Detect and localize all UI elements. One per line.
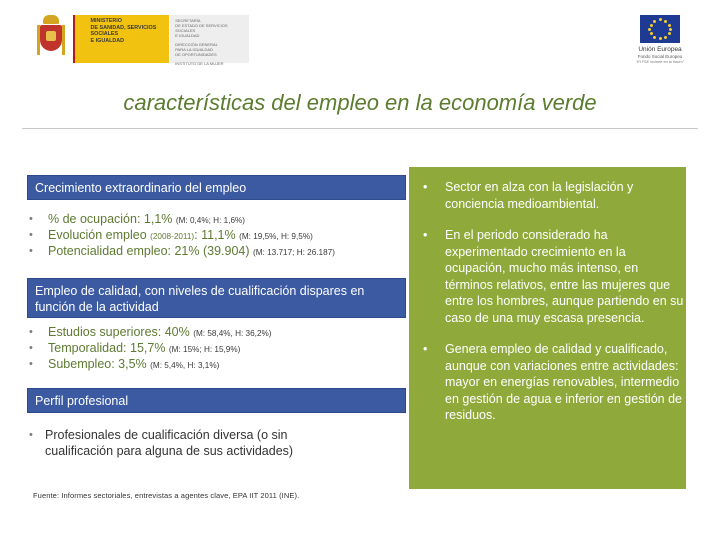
item-main-cont: : 11,1% [194, 228, 236, 242]
summary-point: • Sector en alza con la legislación y conciencia medioambiental. [423, 179, 685, 212]
item-detail: (M: 19,5%, H: 9,5%) [239, 232, 313, 241]
item-period: (2008-2011) [150, 232, 195, 241]
secretariat-line: DE ESTADO DE SERVICIOS SOCIALES [175, 23, 228, 33]
eu-fund-label: Fondo Social Europeo [637, 54, 683, 59]
section-heading-quality: Empleo de calidad, con niveles de cualificación dispares en función de la actividad [27, 278, 406, 318]
ministry-logo [37, 15, 249, 66]
summary-panel [409, 167, 686, 489]
list-item [29, 244, 335, 260]
directorate-line: DE OPORTUNIDADES [175, 52, 217, 57]
list-item [29, 357, 272, 373]
item-detail: (M: 0,4%; H: 1,6%) [175, 216, 246, 225]
list-item [29, 427, 329, 459]
summary-point: • Genera empleo de calidad y cualificado, aunque con variaciones entre actividades: mayor en energías renovables, intermedio en gestión de agua e inferior en gestión de residuos. [423, 341, 685, 424]
title-divider [22, 128, 698, 129]
spain-coat-of-arms-icon [37, 15, 65, 63]
source-note: Fuente: Informes sectoriales, entrevistas a agentes clave, EPA IIT 2011 (INE). [33, 491, 300, 500]
item-main: Potencialidad empleo: 21% (39.904) [48, 244, 250, 258]
item-detail: (M: 13.717; H: 26.187) [253, 248, 335, 257]
item-main: Temporalidad: 15,7% [48, 341, 166, 355]
item-main: Evolución empleo [48, 228, 147, 242]
item-main: Profesionales de cualificación diversa (o sin cualificación para alguna de sus actividades) [45, 428, 294, 458]
list-item [29, 341, 272, 357]
directorate-line: PARA LA IGUALDAD [175, 47, 213, 52]
quality-list [29, 325, 272, 373]
item-detail: (M: 58,4%, H: 36,2%) [193, 329, 272, 338]
institute-name-block [170, 15, 249, 66]
list-item [29, 228, 335, 244]
eu-motto: “El FSE invierte en tu futuro” [636, 59, 684, 64]
section-heading-profile: Perfil profesional [27, 388, 406, 413]
ministry-line: MINISTERIO [90, 18, 122, 24]
institute-line: INSTITUTO DE LA MUJER [175, 61, 224, 66]
eu-flag-icon [640, 15, 680, 43]
section-heading-growth: Crecimiento extraordinario del empleo [27, 175, 406, 200]
list-item [29, 325, 272, 341]
profile-list [29, 427, 329, 459]
summary-point: • En el periodo considerado ha experimentado crecimiento en la ocupación, mucho más intenso, en términos relativos, entre las mujeres que entre los hombres, aunque partiendo en su caso de una muy escasa presencia. [423, 227, 685, 326]
growth-list [29, 212, 335, 260]
item-main: Subempleo: 3,5% [48, 357, 147, 371]
ministry-name-block [73, 15, 170, 63]
ministry-line: E IGUALDAD [90, 37, 125, 44]
slide-title: características del empleo en la economía verde [123, 90, 597, 115]
secretariat-line: E IGUALDAD [175, 33, 200, 38]
directorate-line: DIRECCIÓN GENERAL [175, 42, 218, 47]
list-item [29, 212, 335, 228]
item-main: Estudios superiores: 40% [48, 325, 190, 339]
item-detail: (M: 5,4%, H: 3,1%) [150, 361, 220, 370]
ministry-line: DE SANIDAD, SERVICIOS SOCIALES [90, 24, 157, 37]
item-main: % de ocupación: 1,1% [48, 212, 173, 226]
eu-title: Unión Europea [638, 46, 682, 53]
secretariat-line: SECRETARÍA [175, 18, 201, 23]
item-detail: (M: 15%; H: 15,9%) [168, 345, 241, 354]
summary-list [423, 179, 685, 439]
eu-logo [628, 15, 692, 70]
